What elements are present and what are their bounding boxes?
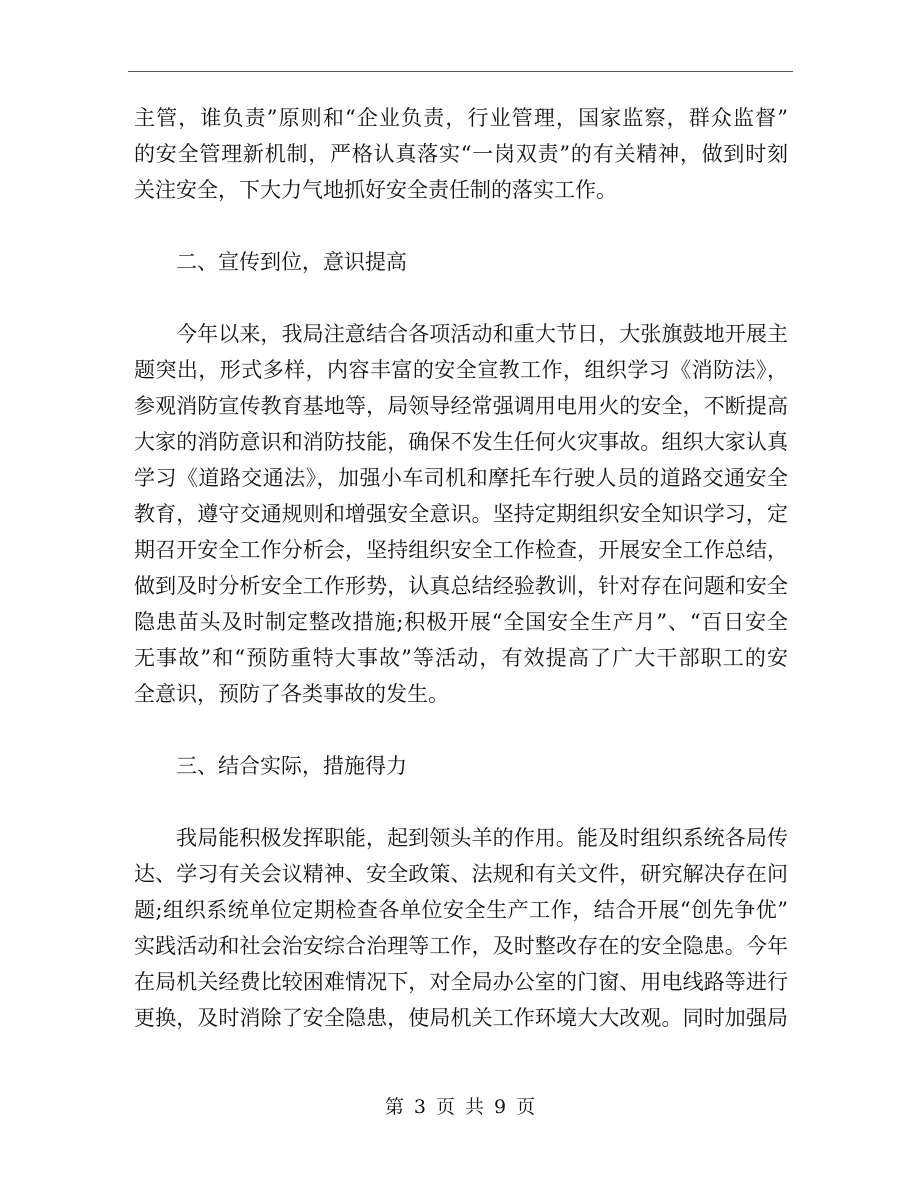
paragraph-line: 实践活动和社会治安综合治理等工作，及时整改存在的安全隐患。今年 xyxy=(134,934,788,958)
paragraph-gap xyxy=(134,208,788,244)
paragraph-line: 达、学习有关会议精神、安全政策、法规和有关文件，研究解决存在问 xyxy=(134,862,788,886)
paragraph-line: 今年以来，我局注意结合各项活动和重大节日，大张旗鼓地开展主 xyxy=(176,322,788,346)
paragraph-line: 题突出，形式多样，内容丰富的安全宣教工作，组织学习《消防法》， xyxy=(134,358,788,382)
paragraph-line: 的安全管理新机制，严格认真落实“一岗双责”的有关精神，做到时刻 xyxy=(134,142,788,166)
paragraph-line: 学习《道路交通法》，加强小车司机和摩托车行驶人员的道路交通安全 xyxy=(134,466,788,490)
paragraph-line: 参观消防宣传教育基地等，局领导经常强调用电用火的安全，不断提高 xyxy=(134,394,788,418)
paragraph-line: 大家的消防意识和消防技能，确保不发生任何火灾事故。组织大家认真 xyxy=(134,430,788,454)
paragraph-1 xyxy=(134,100,788,208)
paragraph-gap xyxy=(134,712,788,748)
page-footer: 第 3 页 共 9 页 xyxy=(384,1096,536,1118)
paragraph-gap xyxy=(134,784,788,820)
paragraph-2 xyxy=(134,316,788,712)
paragraph-line: 更换，及时消除了安全隐患，使局机关工作环境大大改观。同时加强局 xyxy=(134,1006,788,1030)
paragraph-line: 期召开安全工作分析会，坚持组织安全工作检查，开展安全工作总结， xyxy=(134,538,788,562)
paragraph-line: 教育，遵守交通规则和增强安全意识。坚持定期组织安全知识学习，定 xyxy=(134,502,788,526)
paragraph-line: 隐患苗头及时制定整改措施;积极开展“全国安全生产月”、“百日安全 xyxy=(134,610,788,634)
paragraph-line: 全意识，预防了各类事故的发生。 xyxy=(134,682,449,706)
paragraph-line: 做到及时分析安全工作形势，认真总结经验教训，针对存在问题和安全 xyxy=(134,574,788,598)
paragraph-gap xyxy=(134,280,788,316)
paragraph-line: 在局机关经费比较困难情况下，对全局办公室的门窗、用电线路等进行 xyxy=(134,970,788,994)
paragraph-line: 无事故”和“预防重特大事故”等活动，有效提高了广大干部职工的安 xyxy=(134,646,788,670)
section-heading-2: 二、宣传到位，意识提高 xyxy=(176,250,407,274)
paragraph-line: 关注安全，下大力气地抓好安全责任制的落实工作。 xyxy=(134,178,617,202)
paragraph-line: 题;组织系统单位定期检查各单位安全生产工作，结合开展“创先争优” xyxy=(134,898,788,922)
body-text xyxy=(134,100,788,1036)
paragraph-line: 主管，谁负责”原则和“企业负责，行业管理，国家监察，群众监督” xyxy=(134,106,788,130)
header-rule xyxy=(128,71,793,72)
paragraph-line: 我局能积极发挥职能，起到领头羊的作用。能及时组织系统各局传 xyxy=(176,826,788,850)
paragraph-3 xyxy=(134,820,788,1036)
section-heading-3: 三、结合实际，措施得力 xyxy=(176,754,407,778)
